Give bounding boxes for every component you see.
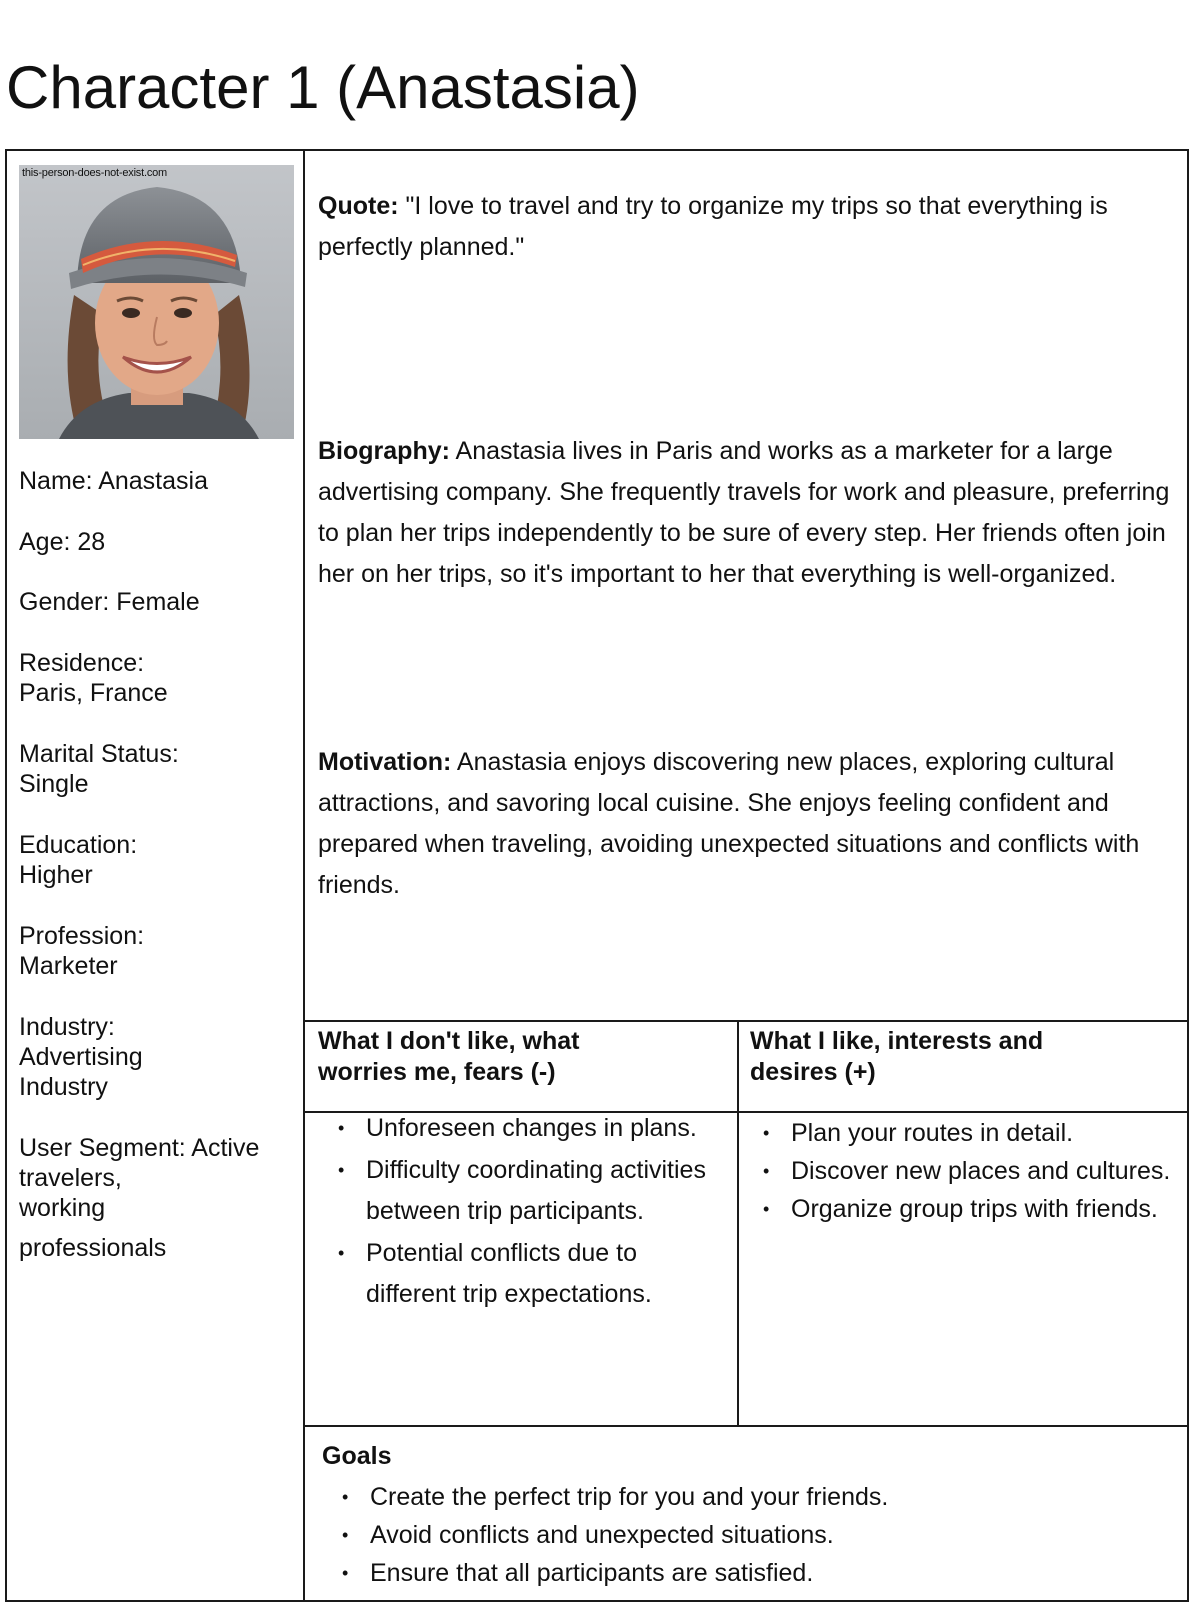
section-divider-goals: [303, 1425, 1189, 1427]
portrait-photo: [19, 165, 294, 439]
profile-age: Age: 28: [19, 528, 106, 556]
list-item: • Ensure that all participants are satisfied.: [342, 1554, 1182, 1592]
goals-heading: Goals: [322, 1442, 392, 1470]
quote-block: [318, 186, 1188, 268]
profile-gender: Gender: Female: [19, 588, 200, 616]
list-item: • Create the perfect trip for you and your friends.: [342, 1478, 1182, 1516]
profile-marital-value: Single: [19, 770, 89, 798]
likes-list: [763, 1114, 1183, 1228]
section-divider-upper: [303, 1020, 1189, 1022]
profile-profession-value: Marketer: [19, 952, 118, 980]
list-item: • Difficulty coordinating activities between trip participants.: [338, 1150, 728, 1233]
profile-name: Name: Anastasia: [19, 467, 208, 495]
dislikes-list: [338, 1108, 728, 1316]
profile-industry-value-2: Industry: [19, 1073, 108, 1101]
likes-heading-line-2: desires (+): [750, 1058, 876, 1086]
quote-label: Quote:: [318, 192, 399, 220]
list-item: • Unforeseen changes in plans.: [338, 1108, 728, 1150]
list-item: • Organize group trips with friends.: [763, 1190, 1183, 1228]
list-item: • Avoid conflicts and unexpected situations.: [342, 1516, 1182, 1554]
biography-label: Biography:: [318, 437, 450, 465]
photo-watermark: this-person-does-not-exist.com: [22, 167, 168, 179]
likes-divider: [737, 1020, 739, 1426]
list-item: • Discover new places and cultures.: [763, 1152, 1183, 1190]
likes-heading-line-1: What I like, interests and: [750, 1027, 1044, 1055]
page-title: Character 1 (Anastasia): [6, 54, 640, 122]
profile-segment-2: travelers,: [19, 1164, 122, 1192]
profile-segment: User Segment: Active: [19, 1134, 260, 1162]
profile-residence-label: Residence:: [19, 649, 145, 677]
likes-heading: [750, 1026, 1043, 1088]
profile-segment-4: professionals: [19, 1234, 167, 1262]
dislikes-heading-line-2: worries me, fears (-): [318, 1058, 556, 1086]
list-item: • Plan your routes in detail.: [763, 1114, 1183, 1152]
profile-industry-value: Advertising: [19, 1043, 143, 1071]
list-item: • Potential conflicts due to different trip expectations.: [338, 1233, 728, 1316]
biography-text: Anastasia lives in Paris and works as a marketer for a large advertising company. She frequently travels for work and pleasure, preferring to plan her trips independently to be sure of every step. Her friends often join her on her trips, so it's important to her that everything is well-organized.: [318, 437, 1170, 588]
profile-segment-3: working: [19, 1194, 106, 1222]
motivation-label: Motivation:: [318, 748, 452, 776]
dislikes-heading: [318, 1026, 580, 1088]
quote-text: "I love to travel and try to organize my trips so that everything is perfectly planned.": [318, 192, 1108, 261]
goals-list: [342, 1478, 1182, 1592]
profile-marital-label: Marital Status:: [19, 740, 179, 768]
profile-education-label: Education:: [19, 831, 138, 859]
portrait-icon: [19, 165, 294, 439]
profile-industry-label: Industry:: [19, 1013, 115, 1041]
dislikes-heading-line-1: What I don't like, what: [318, 1027, 580, 1055]
profile-education-value: Higher: [19, 861, 93, 889]
biography-block: [318, 431, 1188, 595]
motivation-block: [318, 742, 1188, 906]
column-divider: [303, 149, 305, 1602]
profile-residence-value: Paris, France: [19, 679, 168, 707]
motivation-text: Anastasia enjoys discovering new places, exploring cultural attractions, and savoring local cuisine. She enjoys feeling confident and prepared when traveling, avoiding unexpected situations and conflicts with friends.: [318, 748, 1140, 899]
profile-profession-label: Profession:: [19, 922, 145, 950]
